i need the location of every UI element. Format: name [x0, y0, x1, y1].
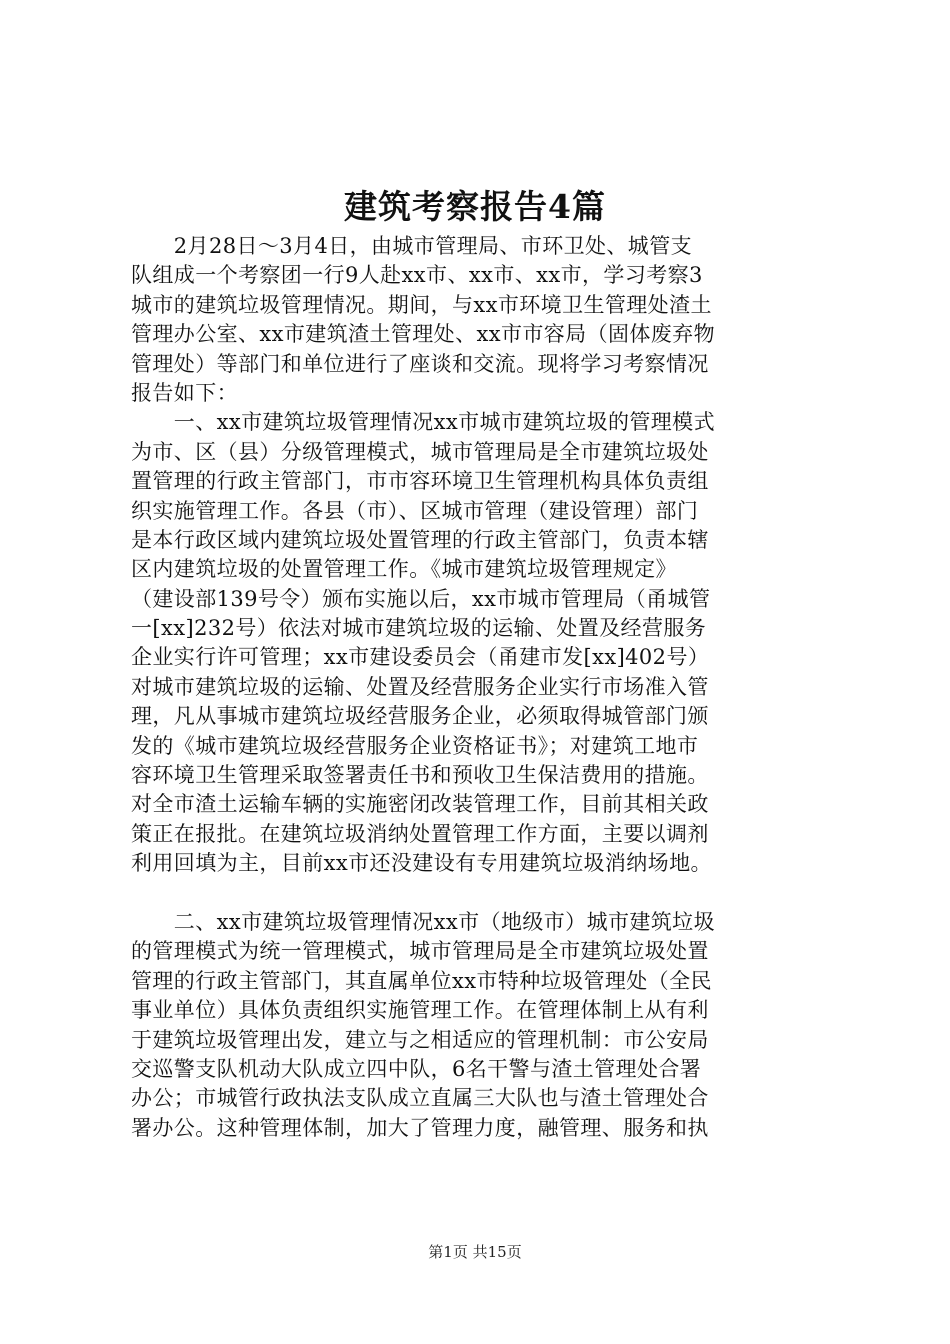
text-line: 企业实行许可管理；xx市建设委员会（甬建市发[xx]402号） [131, 645, 710, 670]
text-line: 对全市渣土运输车辆的实施密闭改装管理工作，目前其相关政 [131, 792, 709, 817]
text-line: 管理的行政主管部门，其直属单位xx市特种垃圾管理处（全民 [131, 968, 712, 993]
text-line: 的管理模式为统一管理模式，城市管理局是全市建筑垃圾处置 [131, 939, 709, 964]
text-line: 办公；市城管行政执法支队成立直属三大队也与渣土管理处合 [131, 1086, 709, 1111]
section-2 [131, 908, 829, 1143]
text-line: 队组成一个考察团一行9人赴xx市、xx市、xx市，学习考察3 [131, 263, 703, 288]
text-line: 2月28日～3月4日，由城市管理局、市环卫处、城管支 [131, 234, 693, 258]
text-line: 城市的建筑垃圾管理情况。期间，与xx市环境卫生管理处渣土 [131, 292, 712, 317]
text-line: 容环境卫生管理采取签署责任书和预收卫生保洁费用的措施。 [131, 763, 709, 788]
text-line: 利用回填为主，目前xx市还没建设有专用建筑垃圾消纳场地。 [131, 851, 712, 876]
text-line: 为市、区（县）分级管理模式，城市管理局是全市建筑垃圾处 [131, 439, 709, 464]
text-line: （建设部139号令）颁布实施以后，xx市城市管理局（甬城管 [131, 586, 711, 611]
text-line: 报告如下： [131, 380, 238, 405]
text-line: 理，凡从事城市建筑垃圾经营服务企业，必须取得城管部门颁 [131, 704, 709, 729]
text-line: 一、xx市建筑垃圾管理情况xx市城市建筑垃圾的管理模式 [131, 410, 715, 435]
document-body [131, 232, 829, 1143]
text-line: 发的《城市建筑垃圾经营服务企业资格证书》；对建筑工地市 [131, 733, 699, 758]
text-line: 置管理的行政主管部门，市市容环境卫生管理机构具体负责组 [131, 469, 709, 494]
text-line: 二、xx市建筑垃圾管理情况xx市（地级市）城市建筑垃圾 [131, 909, 715, 934]
section-1 [131, 232, 829, 879]
text-line: 署办公。这种管理体制，加大了管理力度，融管理、服务和执 [131, 1115, 709, 1140]
text-line: 管理处）等部门和单位进行了座谈和交流。现将学习考察情况 [131, 351, 709, 376]
page-footer: 第1页 共15页 [428, 1243, 522, 1261]
text-line: 织实施管理工作。各县（市）、区城市管理（建设管理）部门 [131, 498, 699, 523]
text-line: 对城市建筑垃圾的运输、处置及经营服务企业实行市场准入管 [131, 674, 709, 699]
text-line: 交巡警支队机动大队成立四中队，6名干警与渣土管理处合署 [131, 1056, 702, 1081]
paragraph-gap [131, 879, 829, 908]
text-line: 事业单位）具体负责组织实施管理工作。在管理体制上从有利 [131, 998, 709, 1023]
text-line: 区内建筑垃圾的处置管理工作。《城市建筑垃圾管理规定》 [131, 557, 677, 582]
text-line: 策正在报批。在建筑垃圾消纳处置管理工作方面，主要以调剂 [131, 821, 709, 846]
text-line: 于建筑垃圾管理出发，建立与之相适应的管理机制：市公安局 [131, 1027, 709, 1052]
text-line: 一[xx]232号）依法对城市建筑垃圾的运输、处置及经营服务 [131, 616, 707, 641]
document-title: 建筑考察报告4篇 [344, 187, 606, 226]
text-line: 管理办公室、xx市建筑渣土管理处、xx市市容局（固体废弃物 [131, 322, 715, 347]
text-line: 是本行政区域内建筑垃圾处置管理的行政主管部门，负责本辖 [131, 527, 709, 552]
